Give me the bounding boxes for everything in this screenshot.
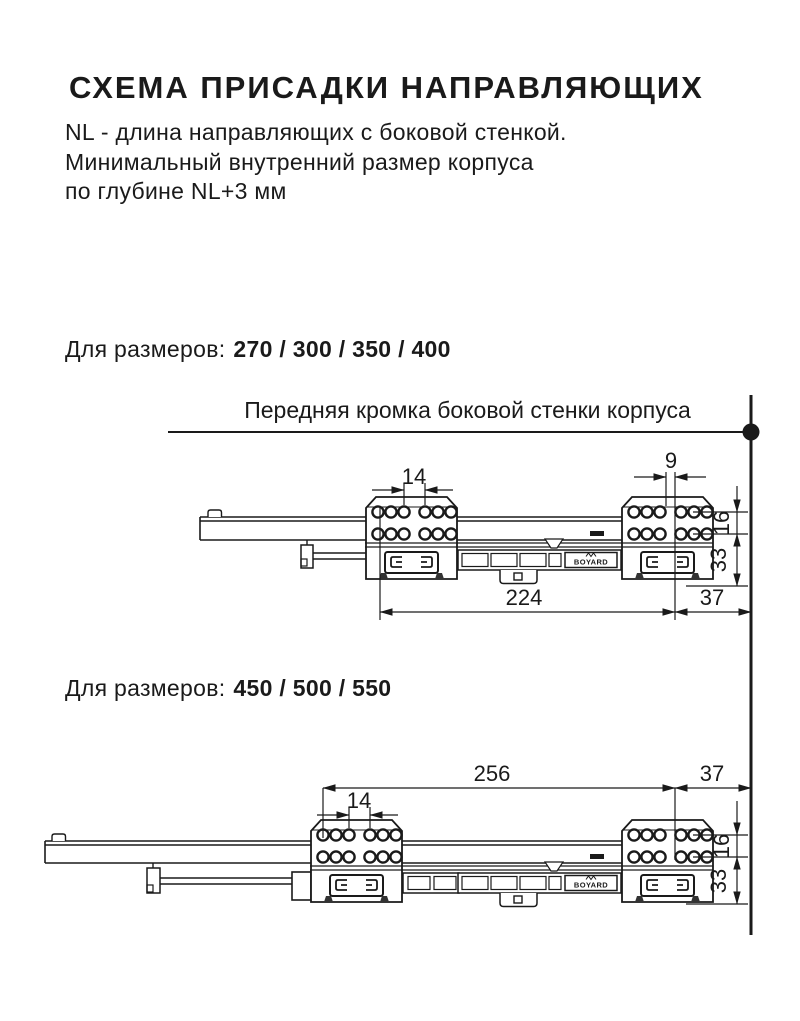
reference-dot <box>743 424 760 441</box>
size-heading-2-sizes: 450 / 500 / 550 <box>233 675 392 701</box>
dim-row-gap-1: 16 <box>709 510 734 536</box>
dim-pitch-left-1: 14 <box>401 464 427 489</box>
dim-pitch-left-2: 14 <box>346 788 372 813</box>
dim-edge-offset-1: 37 <box>699 585 725 610</box>
intro-line-3: по глубине NL+3 мм <box>65 178 287 204</box>
runner-mechanism <box>458 854 621 907</box>
rail-tab <box>52 834 66 841</box>
page-title: СХЕМА ПРИСАДКИ НАПРАВЛЯЮЩИХ <box>69 70 704 105</box>
dim-length-2: 256 <box>473 761 511 786</box>
mounting-bracket-rear <box>622 497 713 579</box>
drawing-1 <box>200 448 751 620</box>
dim-pitch-right-1: 9 <box>664 448 678 473</box>
dim-length-1: 224 <box>505 585 543 610</box>
dim-bottom-offset-2: 33 <box>706 868 731 894</box>
mounting-bracket-rear <box>622 820 713 902</box>
size-heading-1-prefix: Для размеров: <box>65 336 226 362</box>
intro-line-2: Минимальный внутренний размер корпуса <box>65 148 534 175</box>
dim-row-gap-2: 16 <box>709 833 734 859</box>
drawing-2 <box>45 761 751 907</box>
intro-line-1: NL - длина направляющих с боковой стенкой. <box>65 119 567 145</box>
diagram-canvas: BOYARD 14 9 16 33 224 37 256 37 14 16 33 <box>0 388 800 948</box>
dim-edge-offset-2: 37 <box>699 761 725 786</box>
dim-bottom-offset-1: 33 <box>706 547 731 573</box>
intro-text <box>65 118 705 207</box>
mounting-bracket-front <box>311 820 402 902</box>
size-heading-1-sizes: 270 / 300 / 350 / 400 <box>233 336 451 362</box>
size-heading-1 <box>65 336 451 363</box>
runner-mechanism <box>458 531 621 584</box>
rail-tab <box>208 510 222 517</box>
size-heading-2-prefix: Для размеров: <box>65 675 226 701</box>
front-edge-label: Передняя кромка боковой стенки корпуса <box>244 397 691 423</box>
